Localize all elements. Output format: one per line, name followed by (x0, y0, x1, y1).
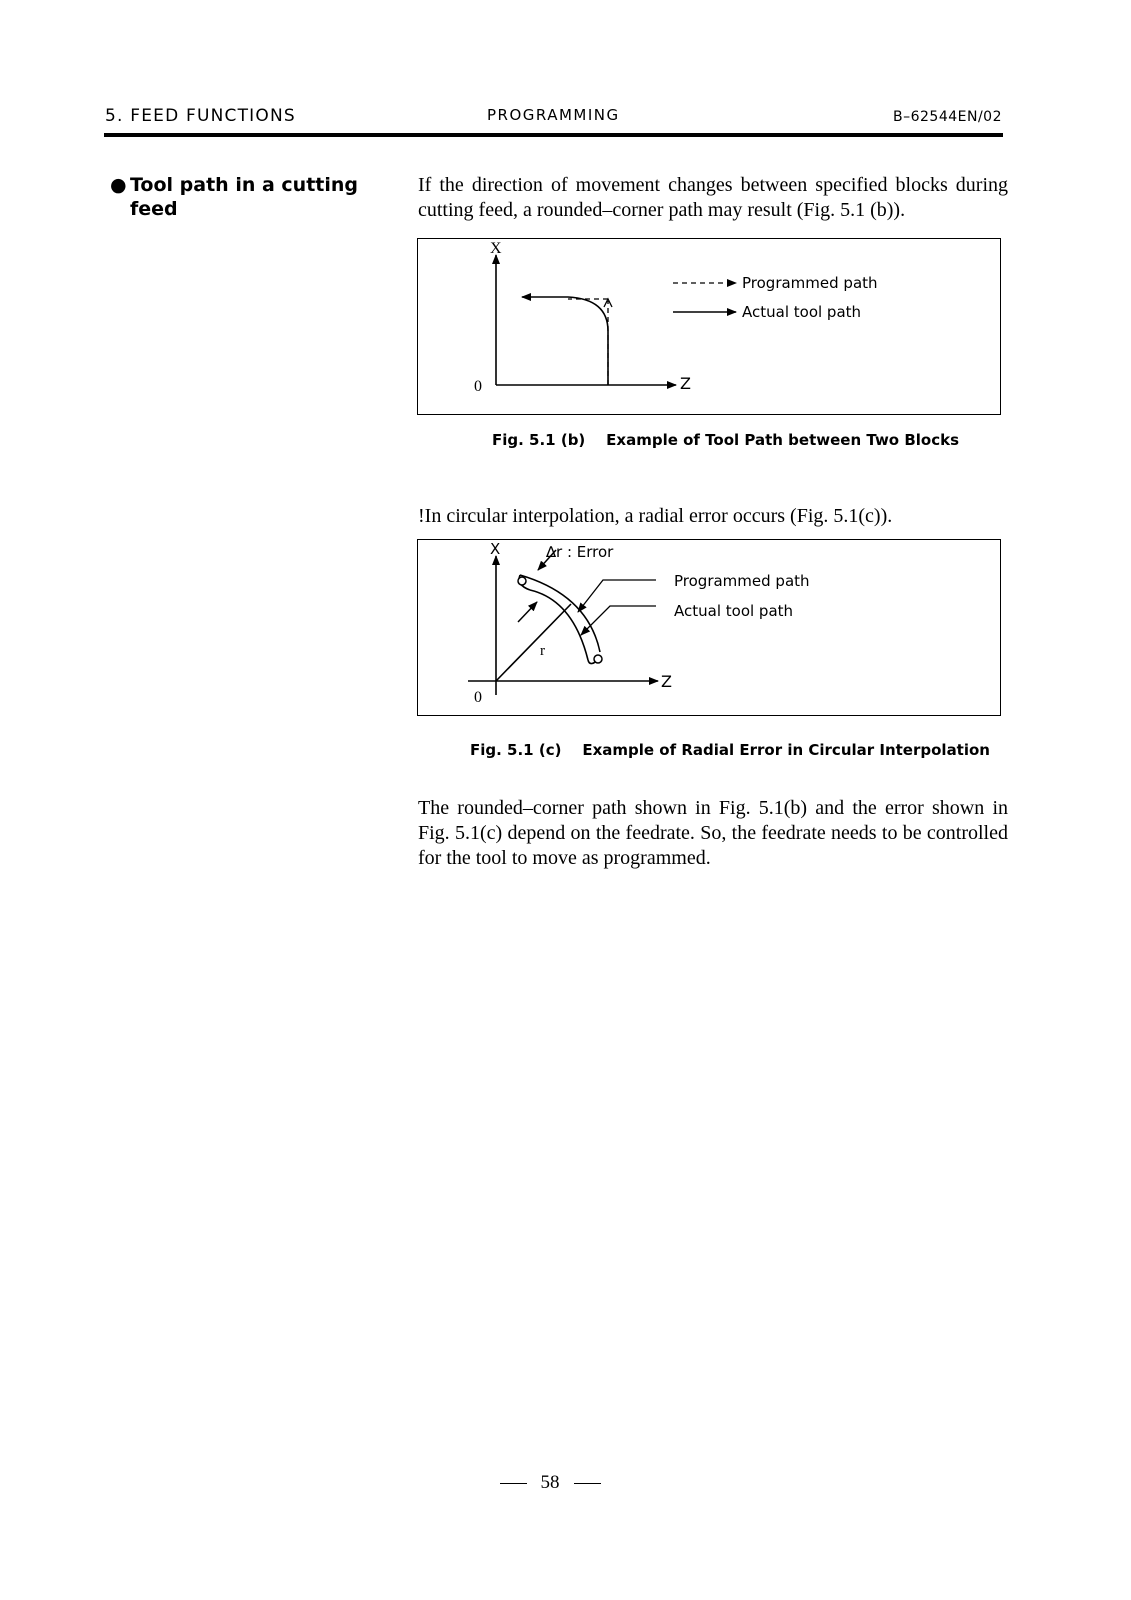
bullet-icon: ● (110, 174, 127, 196)
paragraph-radial-error: !In circular interpolation, a radial error occurs (Fig. 5.1(c)). (418, 505, 893, 527)
figure-radial-error (417, 539, 1001, 716)
page-footer (0, 1472, 1100, 1494)
paragraph-feedrate: The rounded–corner path shown in Fig. 5.1(b) and the error shown in Fig. 5.1(c) depend on the feedrate. So, the feedrate needs to be controlled for the tool to move as programmed. (418, 797, 1008, 869)
running-header-doc-id: B–62544EN/02 (893, 109, 1002, 125)
figure-b-caption: Fig. 5.1 (b) Example of Tool Path between Two Blocks (492, 431, 960, 449)
actual-path-label: Actual tool path (674, 602, 794, 620)
running-header-section: 5. FEED FUNCTIONS (105, 106, 296, 126)
origin-label: 0 (474, 689, 482, 706)
x-axis-label: X (490, 240, 502, 257)
legend-programmed-label: Programmed path (742, 274, 878, 292)
z-axis-label: Z (680, 374, 691, 393)
programmed-path-leader (578, 580, 656, 612)
figure-b-diagram (418, 239, 1002, 416)
outer-arc (520, 575, 600, 652)
figure-tool-path-two-blocks (417, 238, 1001, 415)
error-label: ∆r : Error (546, 543, 614, 561)
programmed-path-label: Programmed path (674, 572, 810, 590)
actual-tool-path (522, 297, 608, 385)
x-axis-label: X (490, 540, 501, 558)
figure-c-caption: Fig. 5.1 (c) Example of Radial Error in Circular Interpolation (470, 741, 990, 759)
legend-actual-label: Actual tool path (742, 303, 862, 321)
footer-dash-right (574, 1483, 601, 1484)
inner-arc (530, 590, 588, 660)
origin-label: 0 (474, 378, 482, 395)
side-heading-text: Tool path in a cutting feed (130, 174, 358, 220)
start-point-marker (518, 577, 526, 585)
header-rule (104, 133, 1003, 137)
error-arrow-inner (518, 602, 537, 622)
footer-dash-left (500, 1483, 527, 1484)
running-header-title: PROGRAMMING (487, 106, 620, 124)
end-point-marker (594, 655, 602, 663)
radius-label: r (540, 643, 545, 659)
page-number: 58 (540, 1472, 560, 1493)
figure-c-diagram (418, 540, 1002, 717)
radius-line (496, 604, 571, 681)
paragraph-rounded-corner: If the direction of movement changes between specified blocks during cutting feed, a rounded–corner path may result (Fig. 5.1 (b)). (418, 174, 1008, 221)
z-axis-label: Z (661, 672, 672, 691)
